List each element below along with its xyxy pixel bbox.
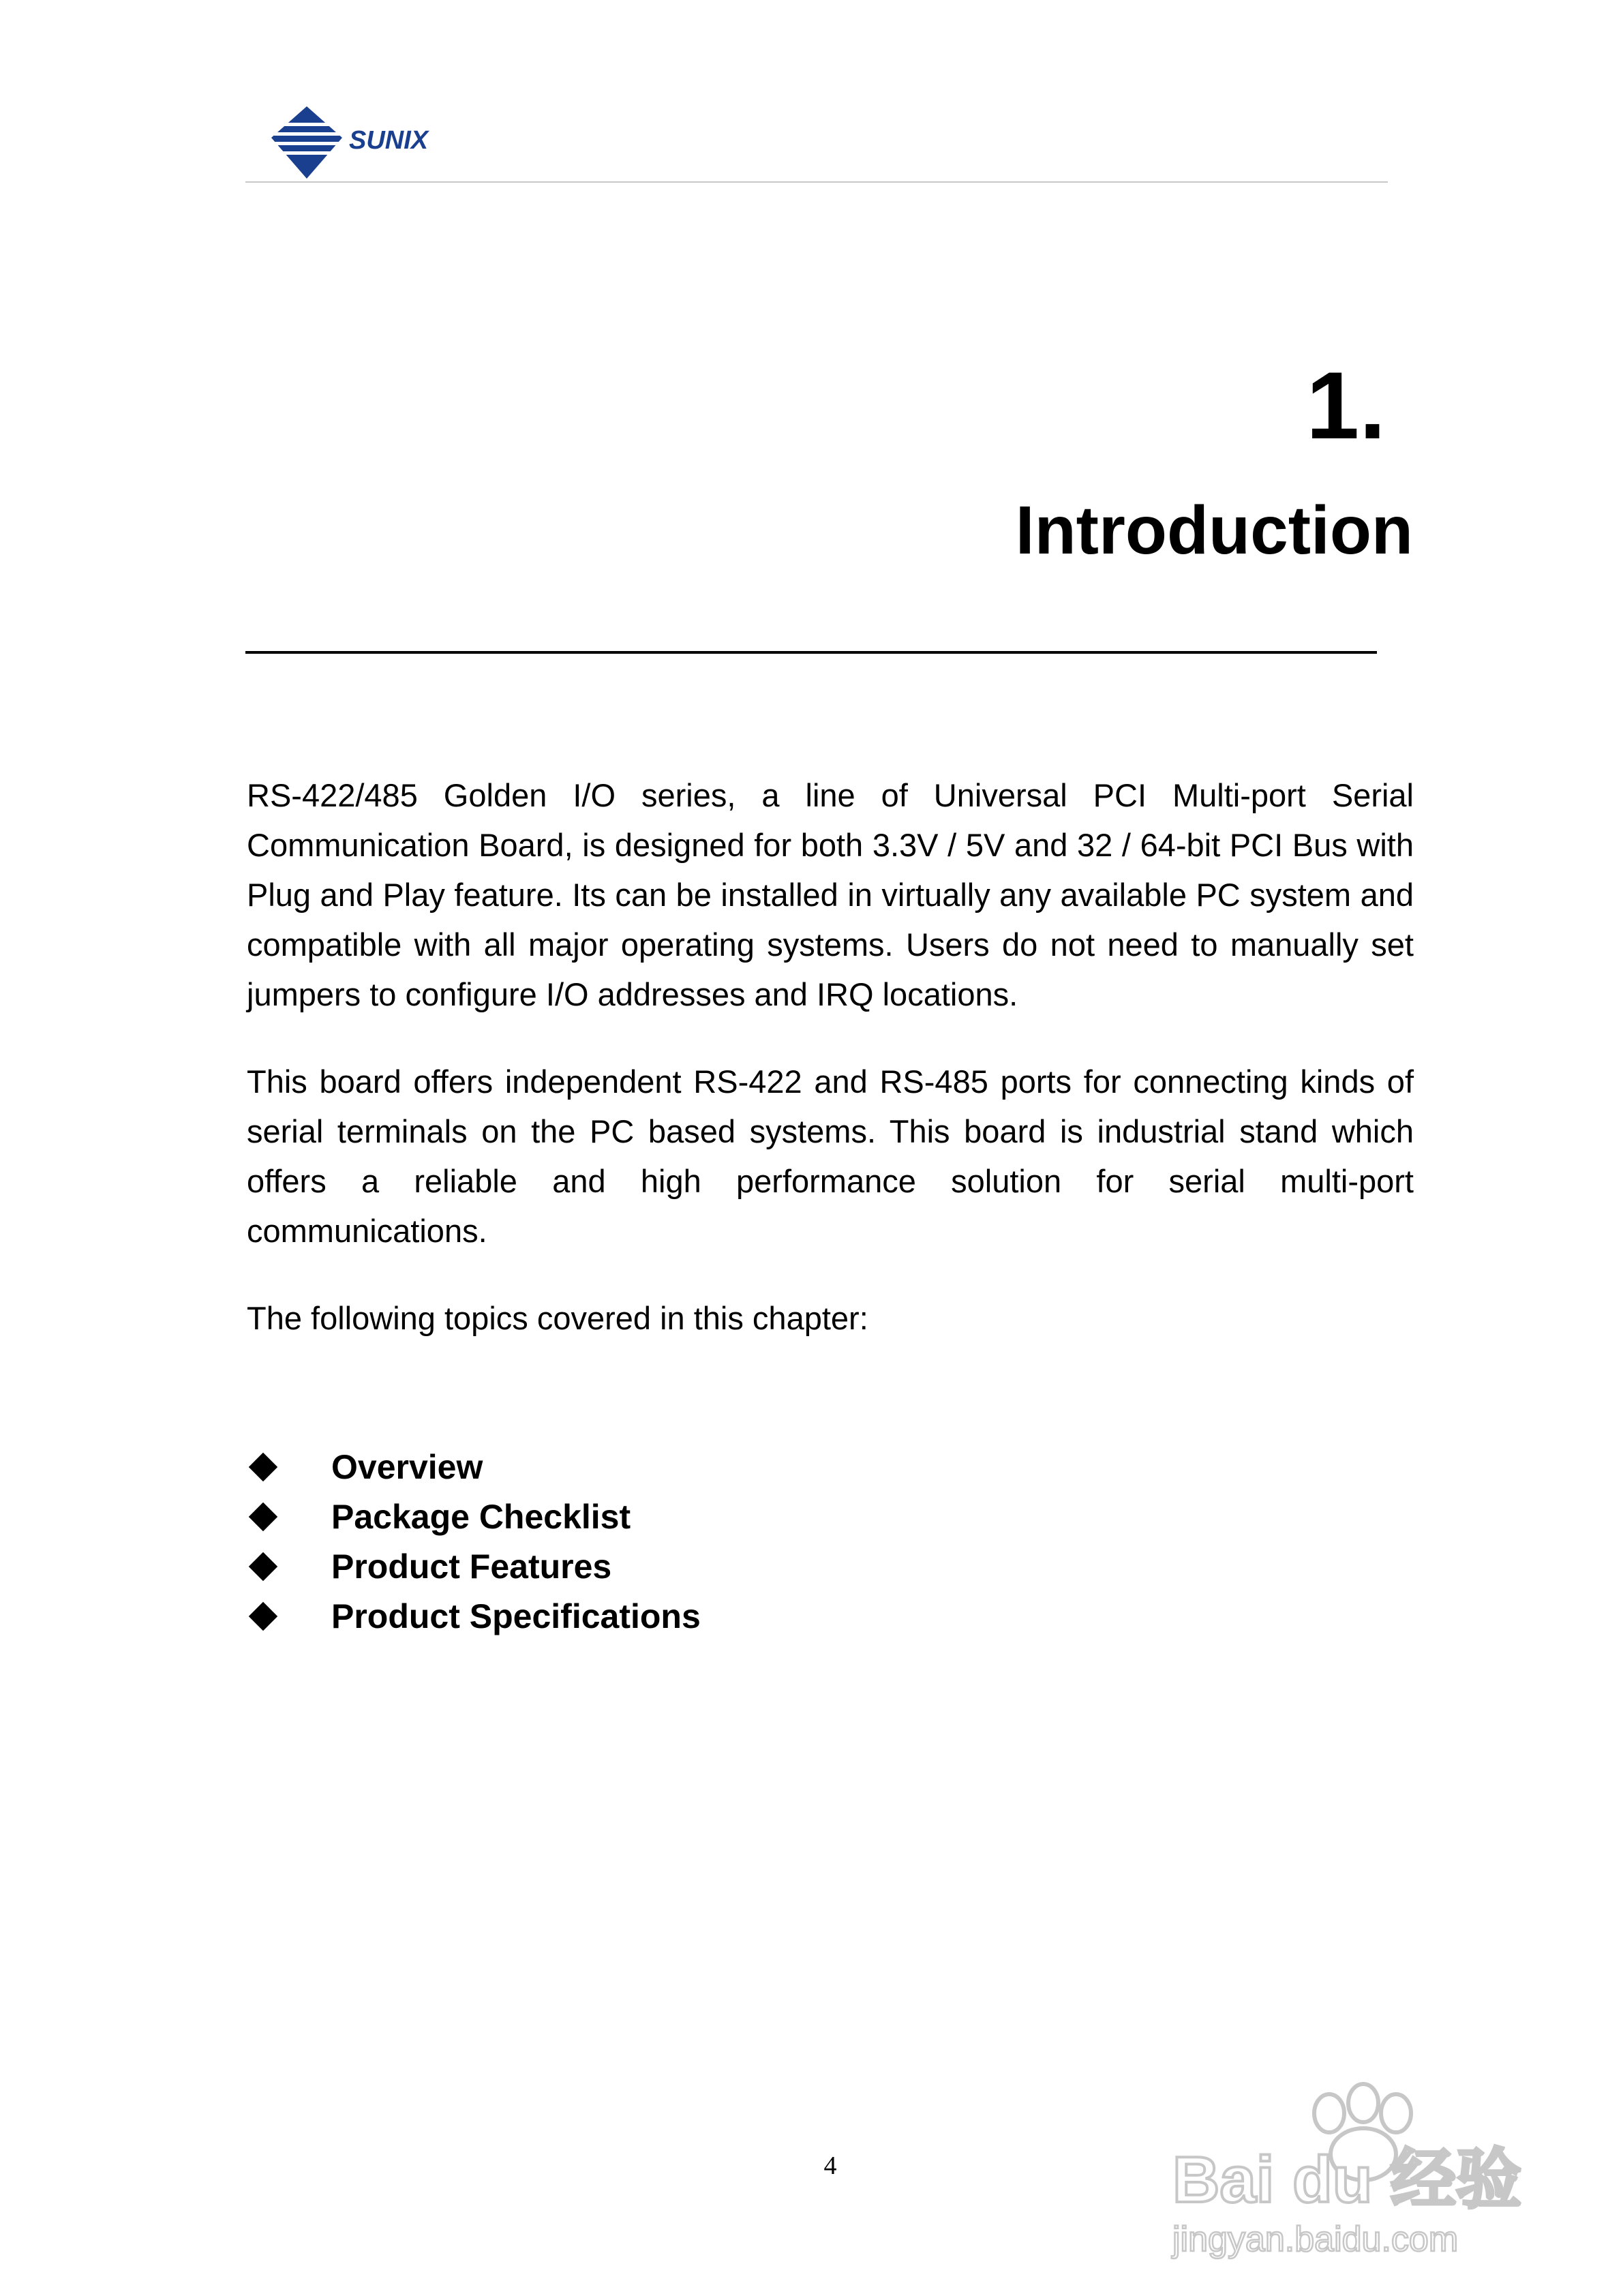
watermark-url: jingyan.baidu.com [1172, 2220, 1459, 2259]
list-item [247, 1492, 701, 1541]
header-divider [245, 181, 1388, 183]
watermark-brand: Bai du 经验 [1172, 2143, 1522, 2216]
board-description-paragraph: This board offers independent RS-422 and RS-485 ports for connecting kinds of serial terminals on the PC based systems. This board is industrial stand which offers a reliable and high performance solution for serial multi-port communications. [247, 1063, 1414, 1249]
diamond-bullet-icon [247, 1600, 279, 1633]
topic-package-checklist: Package Checklist [331, 1497, 631, 1536]
diamond-bullet-icon [247, 1550, 279, 1583]
chapter-topics-list [247, 1442, 701, 1641]
page-number: 4 [823, 2151, 837, 2180]
list-item [247, 1442, 701, 1492]
topic-product-features: Product Features [331, 1547, 612, 1586]
topic-overview: Overview [331, 1447, 483, 1486]
baidu-watermark [1159, 2066, 1541, 2263]
chapter-title: Introduction [1015, 492, 1413, 569]
title-divider [245, 651, 1377, 654]
topic-product-specifications: Product Specifications [331, 1597, 701, 1635]
topics-lead-paragraph: The following topics covered in this chapter: [247, 1300, 868, 1336]
diamond-bullet-icon [247, 1500, 279, 1533]
list-item [247, 1591, 701, 1641]
list-item [247, 1541, 701, 1591]
logo-wordmark: SUNIX [349, 126, 429, 155]
intro-paragraph: RS-422/485 Golden I/O series, a line of Universal PCI Multi-port Serial Communication Board, is designed for both 3.3V / 5V and 32 / 64-bit PCI Bus with Plug and Play feature. Its can be installed in virtually any available PC system and compatible with all major operating systems. Users do not need to manually set jumpers to configure I/O addresses and IRQ locations. [247, 777, 1414, 1012]
diamond-bullet-icon [247, 1451, 279, 1483]
sunix-logo [267, 102, 451, 184]
chapter-number: 1. [1306, 352, 1386, 459]
